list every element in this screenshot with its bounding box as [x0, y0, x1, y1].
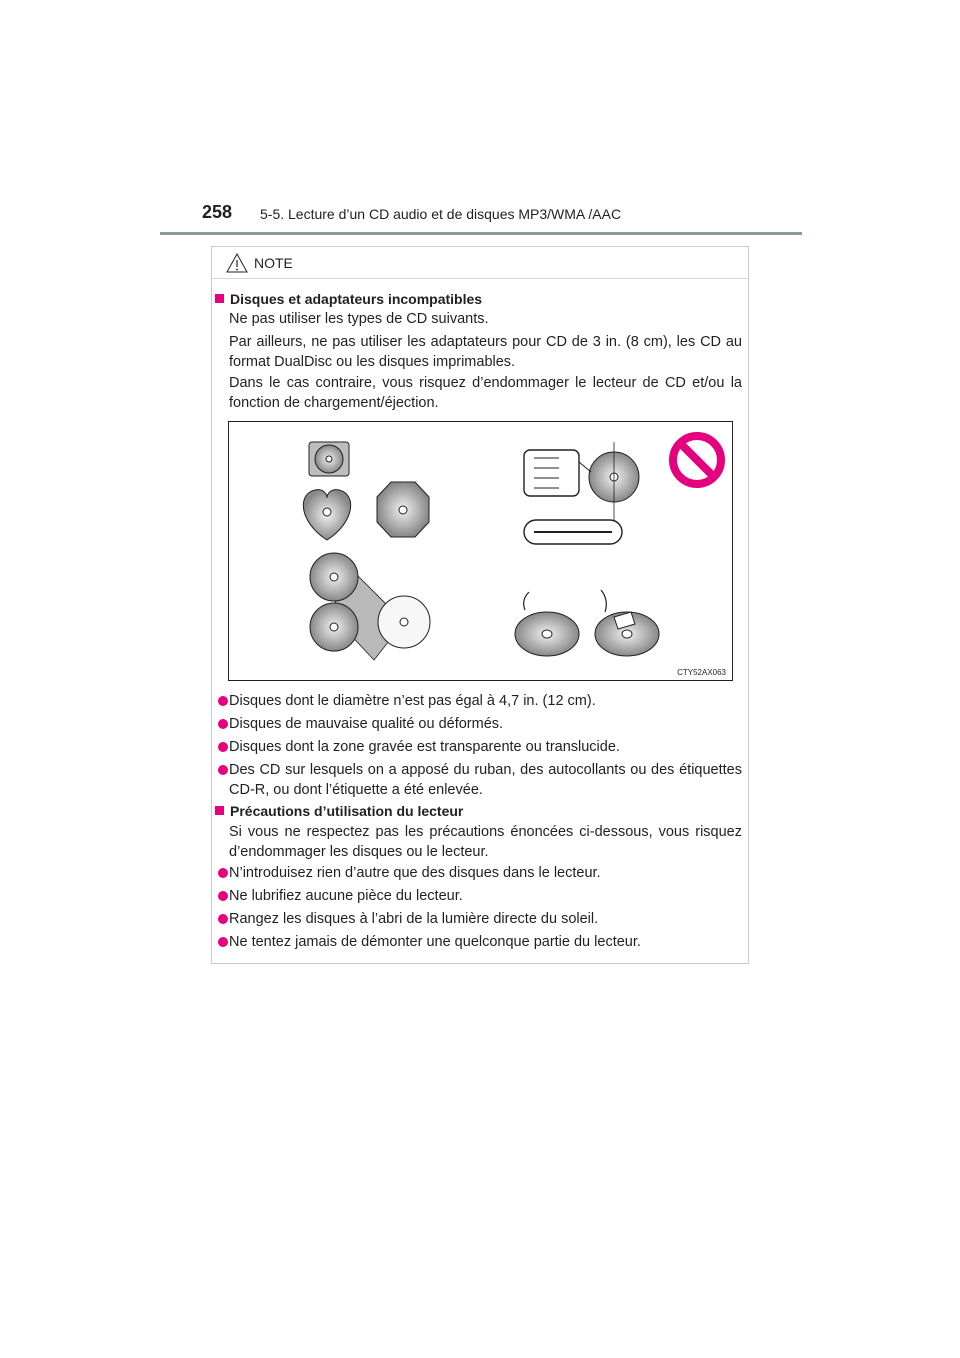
bullet-text: N’introduisez rien d’autre que des disques dans le lecteur.: [229, 865, 601, 881]
bullet-dot-icon: [218, 914, 228, 924]
bullet-dot-icon: [218, 765, 228, 775]
bullet-item: [215, 886, 742, 906]
note-label: NOTE: [254, 255, 293, 271]
bullet-text: Ne lubrifiez aucune pièce du lecteur.: [229, 888, 463, 904]
bullet-dot-icon: [218, 868, 228, 878]
bullet-text: Ne tentez jamais de démonter une quelconque partie du lecteur.: [229, 934, 641, 950]
illustration-drawing: [229, 422, 734, 682]
header-rule: [160, 232, 802, 235]
bullet-text: Disques de mauvaise qualité ou déformés.: [229, 716, 504, 732]
translucent-discs-icon: [310, 553, 430, 660]
octagon-disc-icon: [377, 482, 429, 537]
bullet-dot-icon: [218, 696, 228, 706]
bullet-item: [215, 909, 742, 929]
disc-adapter-icon: [524, 442, 639, 544]
square-bullet-icon: [215, 806, 224, 815]
note-box: [211, 246, 749, 964]
bullet-item: [215, 714, 742, 734]
bullet-item: [215, 691, 742, 711]
taped-discs-icon: [515, 590, 659, 656]
heart-disc-icon: [303, 490, 350, 540]
bullet-dot-icon: [218, 742, 228, 752]
prohibited-sign-icon: [673, 436, 721, 484]
bullet-dot-icon: [218, 891, 228, 901]
incompatible-discs-illustration: [228, 421, 733, 681]
paragraph: Dans le cas contraire, vous risquez d’endommager le lecteur de CD et/ou la fonction de chargement/éjection.: [229, 375, 742, 411]
bullet-text: Des CD sur lesquels on a apposé du ruban, des autocollants ou des étiquettes CD-R, ou dont l’étiquette a été enlevée.: [229, 762, 742, 798]
paragraph: Ne pas utiliser les types de CD suivants.: [229, 311, 489, 327]
bullet-text: Disques dont la zone gravée est transparente ou translucide.: [229, 739, 620, 755]
bullet-dot-icon: [218, 937, 228, 947]
bullet-item: [215, 737, 742, 757]
page-number: 258: [202, 202, 233, 222]
heading-text: Précautions d’utilisation du lecteur: [230, 803, 464, 819]
illustration-code: CTY52AX063: [677, 668, 726, 677]
square-bullet-icon: [215, 294, 224, 303]
bullet-dot-icon: [218, 719, 228, 729]
note-header: [212, 247, 748, 279]
bullet-item: [215, 760, 742, 800]
section-title: 5-5. Lecture d’un CD audio et de disques MP3/WMA /AAC: [260, 206, 622, 222]
warning-triangle-icon: [226, 253, 248, 273]
heading-incompatible-discs: [215, 291, 482, 307]
heading-player-precautions: [215, 803, 463, 819]
bullet-text: Rangez les disques à l’abri de la lumière directe du soleil.: [229, 911, 599, 927]
heading-text: Disques et adaptateurs incompatibles: [230, 291, 483, 307]
bullet-item: [215, 932, 742, 952]
paragraph: Par ailleurs, ne pas utiliser les adaptateurs pour CD de 3 in. (8 cm), les CD au format DualDisc ou les disques imprimables.: [229, 334, 742, 370]
bullet-text: Disques dont le diamètre n’est pas égal à 4,7 in. (12 cm).: [229, 693, 596, 709]
square-disc-icon: [309, 442, 349, 476]
paragraph: Si vous ne respectez pas les précautions énoncées ci-dessous, vous risquez d’endommager les disques ou le lecteur.: [229, 824, 742, 860]
bullet-item: [215, 863, 742, 883]
